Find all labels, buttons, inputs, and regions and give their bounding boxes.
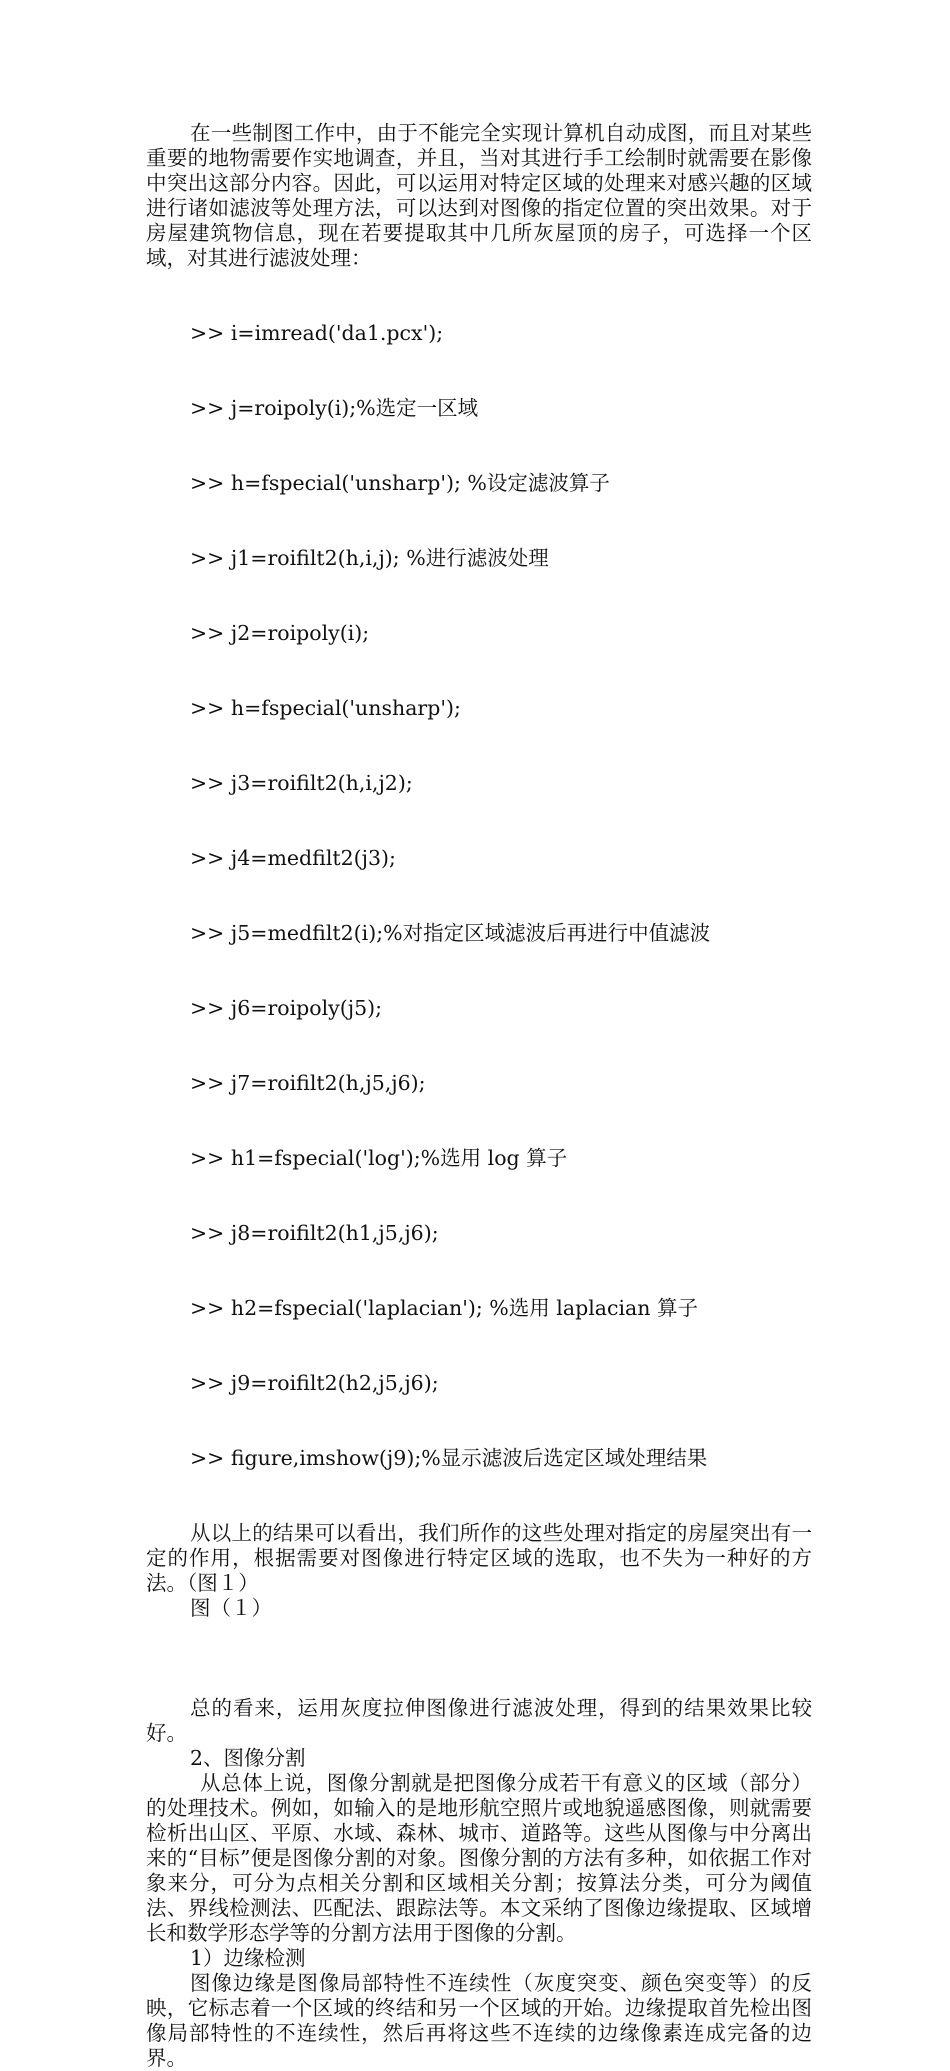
figure-placeholder [146, 1621, 812, 1696]
code-line: >> h=fspecial('unsharp'); [190, 696, 461, 720]
code-line: >> h2=fspecial('laplacian'); %选用 laplacian 算子 [190, 1296, 698, 1320]
code-line: >> j=roipoly(i);%选定一区域 [190, 396, 479, 420]
code-line: >> j9=roifilt2(h2,j5,j6); [190, 1371, 439, 1395]
edge-detection-paragraph: 图像边缘是图像局部特性不连续性（灰度突变、颜色突变等）的反映，它标志着一个区域的终结和另一个区域的开始。边缘提取首先检出图像局部特性的不连续性，然后再将这些不连续的边缘像素连成完备的边界。 [146, 1971, 812, 2070]
code-line: >> j6=roipoly(j5); [190, 996, 383, 1020]
code-line: >> j7=roifilt2(h,j5,j6); [190, 1071, 426, 1095]
section-heading: 2、图像分割 [190, 1746, 306, 1770]
code-line: >> h=fspecial('unsharp'); %设定滤波算子 [190, 471, 610, 495]
code-block [146, 271, 812, 1521]
code-line: >> h1=fspecial('log');%选用 log 算子 [190, 1146, 568, 1170]
result-paragraph: 从以上的结果可以看出，我们所作的这些处理对指定的房屋突出有一定的作用，根据需要对图像进行特定区域的选取，也不失为一种好的方法。（图１） [146, 1521, 812, 1595]
code-line: >> j8=roifilt2(h1,j5,j6); [190, 1221, 439, 1245]
code-line: >> j5=medfilt2(i);%对指定区域滤波后再进行中值滤波 [190, 921, 711, 945]
subsection-heading: 1）边缘检测 [190, 1946, 306, 1970]
intro-paragraph: 在一些制图工作中，由于不能完全实现计算机自动成图，而且对某些重要的地物需要作实地调查，并且，当对其进行手工绘制时就需要在影像中突出这部分内容。因此，可以运用对特定区域的处理来对感兴趣的区域进行诸如滤波等处理方法，可以达到对图像的指定位置的突出效果。对于房屋建筑物信息，现在若要提取其中几所灰屋顶的房子，可选择一个区域，对其进行滤波处理： [146, 121, 812, 270]
code-line: >> j1=roifilt2(h,i,j); %进行滤波处理 [190, 546, 549, 570]
code-line: >> j3=roifilt2(h,i,j2); [190, 771, 413, 795]
code-line: >> j4=medfilt2(j3); [190, 846, 396, 870]
code-line: >> j2=roipoly(i); [190, 621, 370, 645]
document-page [146, 121, 812, 2071]
segmentation-paragraph: 从总体上说，图像分割就是把图像分成若干有意义的区域（部分）的处理技术。例如，如输入的是地形航空照片或地貌遥感图像，则就需要检析出山区、平原、水域、森林、城市、道路等。这些从图像与中分离出来的“目标”便是图像分割的对象。图像分割的方法有多种，如依据工作对象来分，可分为点相关分割和区域相关分割；按算法分类，可分为阈值法、界线检测法、匹配法、跟踪法等。本文采纳了图像边缘提取、区域增长和数学形态学等的分割方法用于图像的分割。 [146, 1771, 812, 1945]
figure-caption: 图（１） [190, 1596, 272, 1620]
code-line: >> i=imread('da1.pcx'); [190, 321, 444, 345]
code-line: >> figure,imshow(j9);%显示滤波后选定区域处理结果 [190, 1446, 708, 1470]
summary-paragraph: 总的看来，运用灰度拉伸图像进行滤波处理，得到的结果效果比较好。 [146, 1696, 812, 1745]
